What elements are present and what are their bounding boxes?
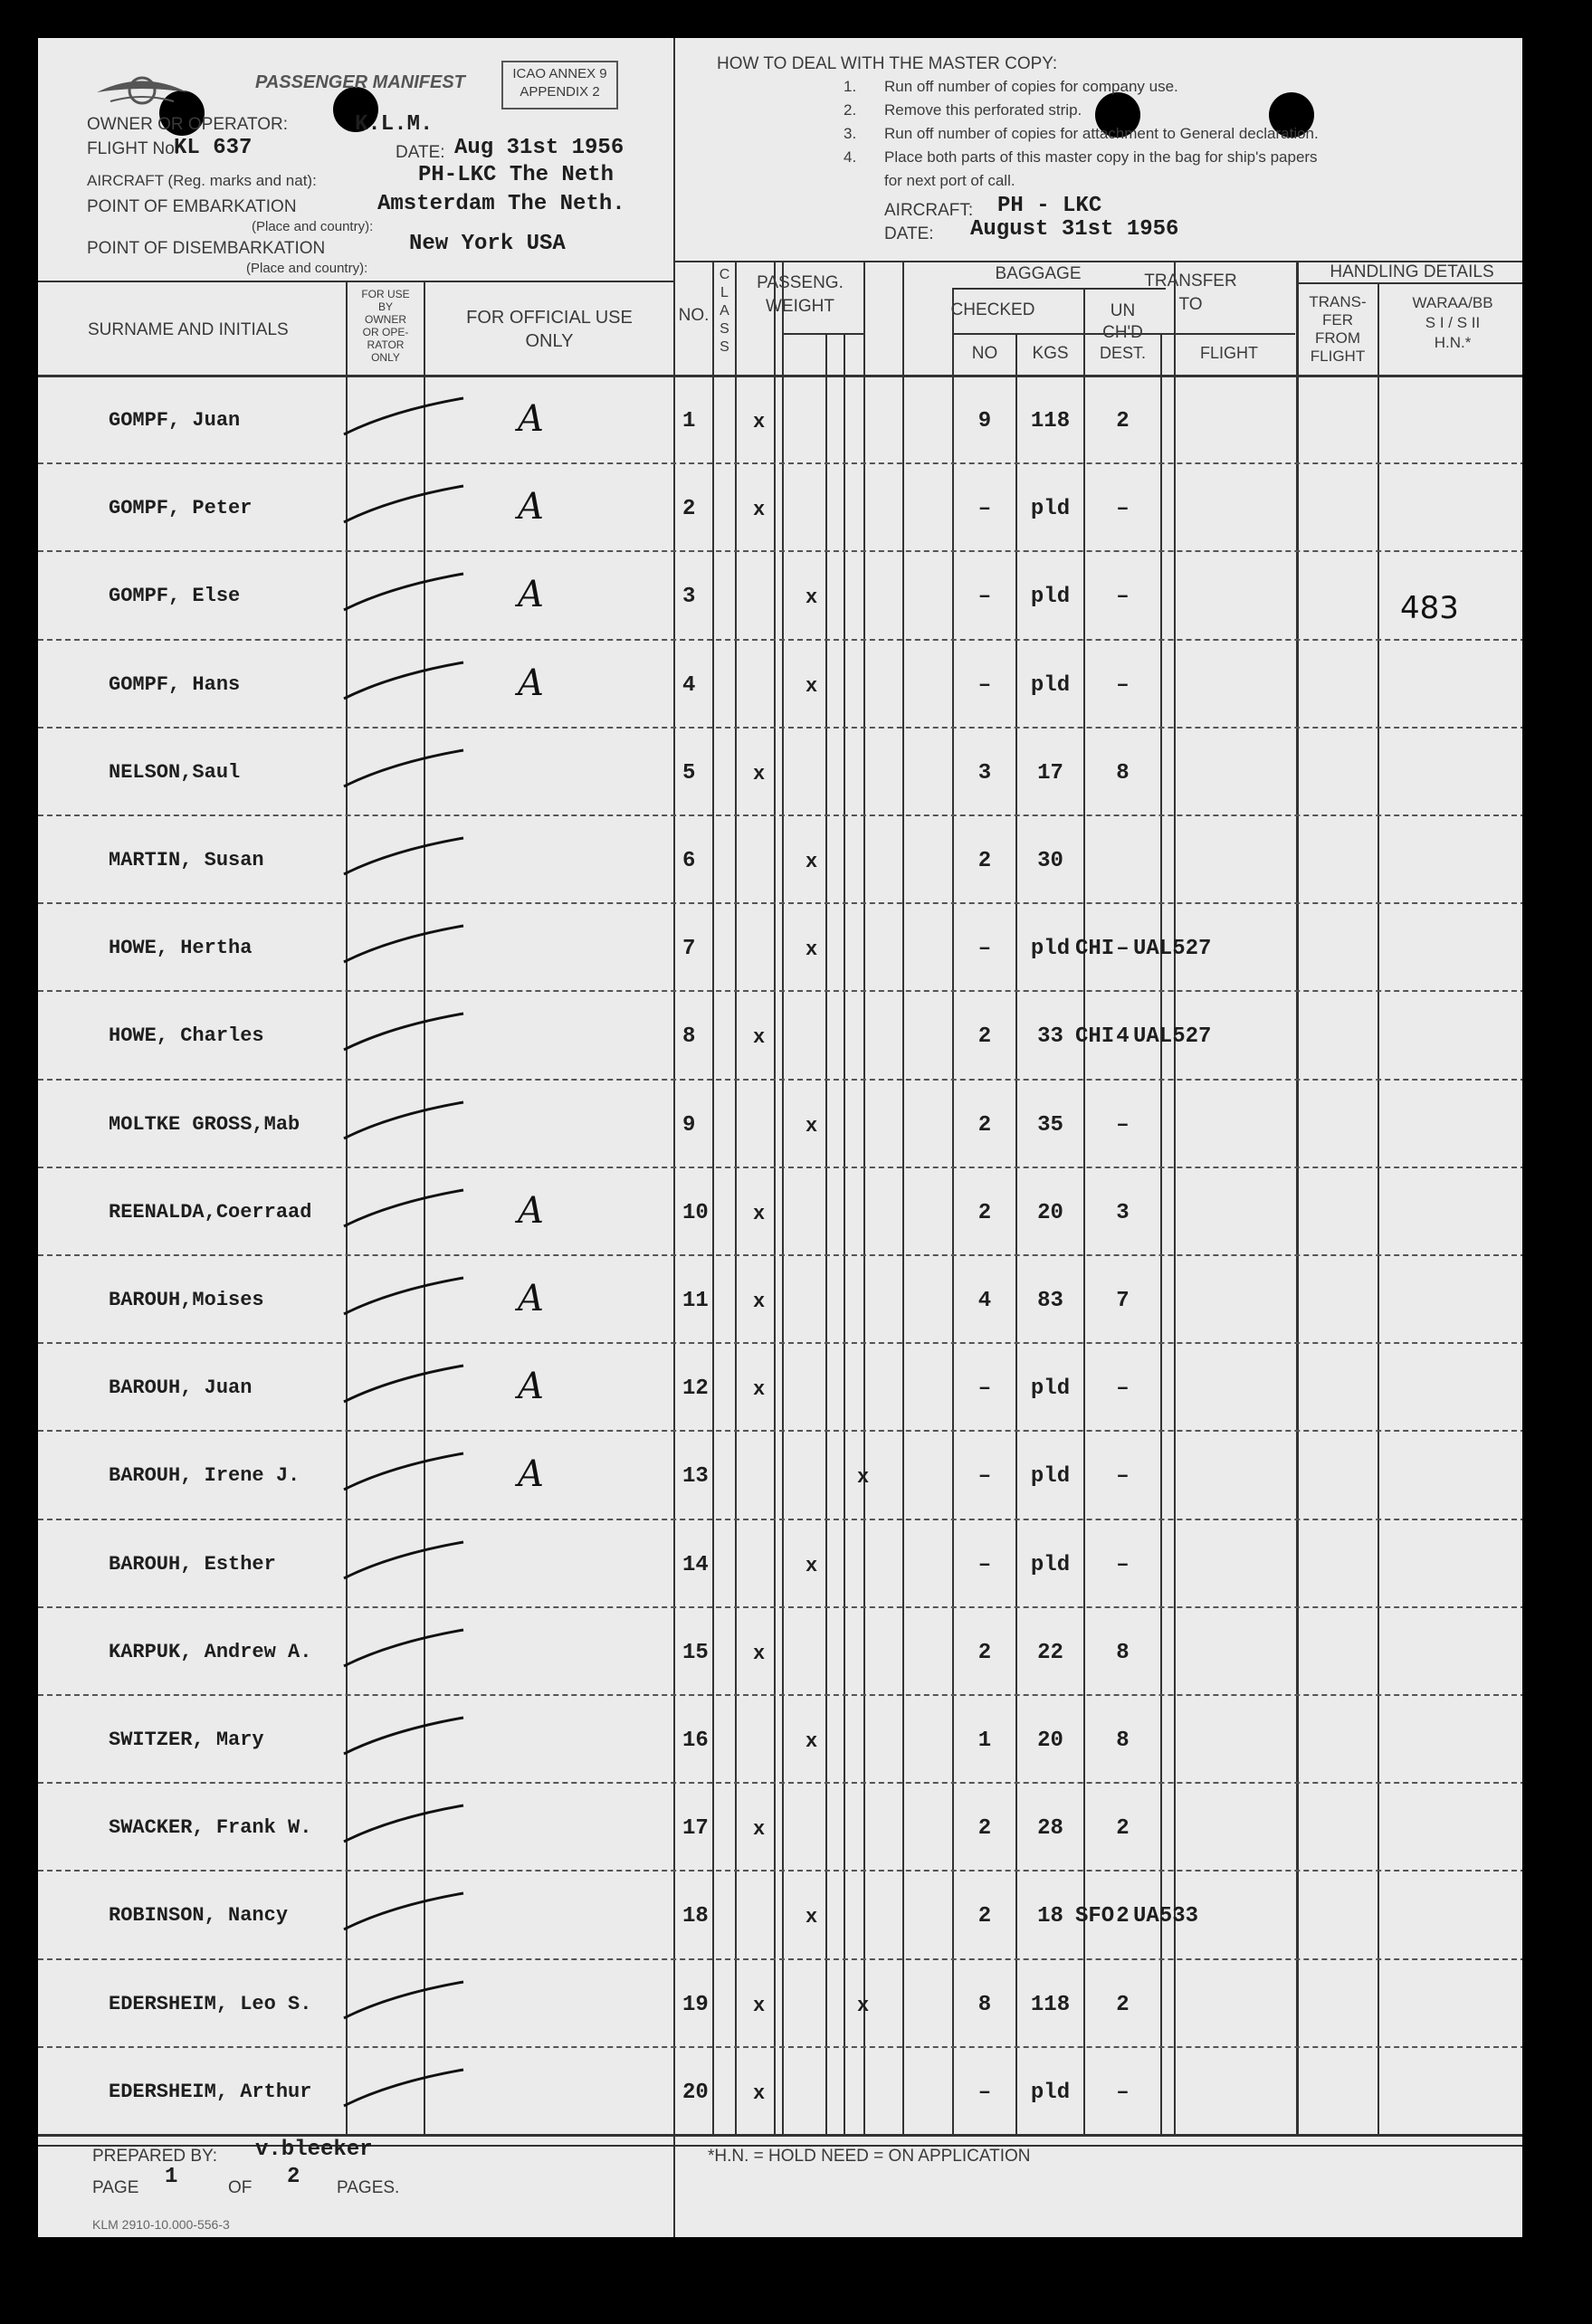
- instruction-item: Remove this perforated strip.: [884, 101, 1082, 119]
- weight-mark: x: [753, 1026, 766, 1049]
- weight-mark: x: [857, 1466, 870, 1489]
- transfer-flight: UAL527: [1133, 1024, 1212, 1049]
- row-separator: [38, 2046, 1522, 2048]
- row-separator: [38, 1342, 1522, 1344]
- passenger-number: 6: [682, 849, 696, 873]
- transfer-dest: SFO: [1075, 1904, 1115, 1929]
- check-stroke-icon: [337, 836, 472, 881]
- header-divider: [38, 281, 673, 282]
- icao-annex: ICAO ANNEX 9: [512, 66, 607, 81]
- passenger-name: GOMPF, Hans: [109, 673, 241, 696]
- col-line: [712, 261, 714, 2134]
- check-stroke-icon: [337, 1891, 472, 1937]
- baggage-kgs: 30: [1037, 849, 1063, 873]
- baggage-count: 2: [977, 1113, 992, 1138]
- passenger-name: MOLTKE GROSS,Mab: [109, 1113, 300, 1136]
- baggage-kgs: 83: [1037, 1289, 1063, 1313]
- col-line: [774, 261, 776, 2134]
- col-baggage-header: BAGGAGE: [995, 264, 1082, 283]
- row-separator: [38, 902, 1522, 904]
- passenger-number: 4: [682, 673, 696, 698]
- baggage-count: 2: [977, 1024, 992, 1049]
- manifest-page: [38, 38, 1522, 2237]
- col-dest-header: DEST.: [1099, 344, 1146, 362]
- check-stroke-icon: [337, 748, 472, 794]
- passenger-number: 12: [682, 1376, 709, 1401]
- unchecked-count: –: [1116, 937, 1130, 961]
- passenger-name: GOMPF, Juan: [109, 409, 241, 432]
- unchecked-count: –: [1116, 1376, 1130, 1401]
- check-stroke-icon: [337, 484, 472, 529]
- page-value: 1: [165, 2165, 178, 2189]
- weight-mark: x: [806, 1555, 818, 1577]
- passenger-name: BAROUH,Moises: [109, 1289, 264, 1311]
- instruction-number: 1.: [844, 78, 857, 95]
- instruction-number: 4.: [844, 148, 857, 166]
- instruction-number: 3.: [844, 125, 857, 142]
- col-line: [1174, 261, 1176, 2134]
- passenger-number: 5: [682, 761, 696, 786]
- airline-logo-icon: [92, 65, 192, 119]
- baggage-count: –: [977, 1553, 992, 1577]
- passenger-name: KARPUK, Andrew A.: [109, 1641, 312, 1663]
- row-separator: [38, 990, 1522, 992]
- weight-mark: x: [753, 763, 766, 786]
- row-separator: [38, 1606, 1522, 1608]
- baggage-kgs: 18: [1037, 1904, 1063, 1929]
- instructions-date-label: DATE:: [884, 224, 934, 243]
- passenger-number: 20: [682, 2081, 709, 2105]
- instructions-title: HOW TO DEAL WITH THE MASTER COPY:: [717, 54, 1058, 73]
- aircraft-value: PH-LKC The Neth: [418, 163, 615, 187]
- flight-value: KL 637: [174, 136, 253, 160]
- passenger-number: 10: [682, 1201, 709, 1225]
- passenger-number: 14: [682, 1553, 709, 1577]
- weight-mark: x: [806, 586, 818, 609]
- col-owner-use-header: FOR USE BY OWNER OR OPE- RATOR ONLY: [361, 288, 410, 364]
- passenger-number: 11: [682, 1289, 709, 1313]
- unchecked-count: –: [1116, 2081, 1130, 2105]
- col-line: [735, 261, 737, 2134]
- baggage-count: 2: [977, 1816, 992, 1841]
- official-mark: A: [518, 486, 544, 528]
- perforation-line: [673, 38, 675, 2237]
- place-country-label: (Place and country):: [252, 219, 374, 234]
- instruction-item: Run off number of copies for attachment to General declaration.: [884, 125, 1319, 142]
- check-stroke-icon: [337, 924, 472, 969]
- weight-mark: x: [753, 1291, 766, 1313]
- baggage-count: –: [977, 585, 992, 609]
- passenger-number: 7: [682, 937, 696, 961]
- col-line: [825, 333, 827, 2134]
- row-separator: [38, 1519, 1522, 1520]
- passenger-name: ROBINSON, Nancy: [109, 1904, 289, 1927]
- passenger-name: NELSON,Saul: [109, 761, 241, 784]
- row-separator: [38, 727, 1522, 729]
- weight-mark: x: [753, 1378, 766, 1401]
- col-line: [863, 261, 865, 2134]
- check-stroke-icon: [337, 1804, 472, 1849]
- weight-mark: x: [806, 851, 818, 873]
- passenger-name: BAROUH, Juan: [109, 1376, 253, 1399]
- baggage-count: –: [977, 673, 992, 698]
- weight-mark: x: [753, 499, 766, 521]
- row-separator: [38, 550, 1522, 552]
- passenger-name: BAROUH, Irene J.: [109, 1464, 300, 1487]
- form-code: KLM 2910-10.000-556-3: [92, 2217, 230, 2232]
- check-stroke-icon: [337, 1452, 472, 1497]
- instructions-aircraft-value: PH - LKC: [997, 194, 1102, 218]
- weight-mark: x: [753, 411, 766, 433]
- unchecked-count: 2: [1116, 409, 1130, 433]
- col-line: [1160, 333, 1162, 2134]
- passenger-number: 18: [682, 1904, 709, 1929]
- passenger-name: EDERSHEIM, Leo S.: [109, 1993, 312, 2015]
- weight-mark: x: [806, 1730, 818, 1753]
- passenger-name: EDERSHEIM, Arthur: [109, 2081, 312, 2103]
- row-separator: [38, 639, 1522, 641]
- row-separator: [38, 1958, 1522, 1960]
- col-transfer-header: TRANSFER TO: [1144, 271, 1237, 314]
- check-stroke-icon: [337, 1364, 472, 1409]
- baggage-kgs: 33: [1037, 1024, 1063, 1049]
- col-kgs-header: KGS: [1032, 344, 1069, 363]
- weight-mark: x: [806, 1115, 818, 1138]
- baggage-count: 4: [977, 1289, 992, 1313]
- baggage-kgs: 22: [1037, 1641, 1063, 1665]
- unchecked-count: 2: [1116, 1993, 1130, 2017]
- baggage-count: 9: [977, 409, 992, 433]
- row-separator: [38, 1254, 1522, 1256]
- baggage-kgs: pld: [1030, 1376, 1071, 1401]
- passenger-number: 8: [682, 1024, 696, 1049]
- row-separator: [38, 1079, 1522, 1081]
- unchecked-count: –: [1116, 1553, 1130, 1577]
- weight-mark: x: [753, 1818, 766, 1841]
- instruction-number: 2.: [844, 101, 857, 119]
- unchecked-count: 7: [1116, 1289, 1130, 1313]
- baggage-count: 1: [977, 1729, 992, 1753]
- check-stroke-icon: [337, 1628, 472, 1673]
- owner-label: OWNER OR OPERATOR:: [87, 115, 289, 134]
- baggage-kgs: pld: [1030, 1464, 1071, 1489]
- passenger-number: 17: [682, 1816, 709, 1841]
- baggage-count: 2: [977, 1641, 992, 1665]
- table-bottom: [38, 2134, 1522, 2137]
- unchecked-count: –: [1116, 673, 1130, 698]
- baggage-count: 2: [977, 849, 992, 873]
- passenger-name: SWACKER, Frank W.: [109, 1816, 312, 1839]
- passenger-name: HOWE, Hertha: [109, 937, 253, 959]
- unchecked-count: –: [1116, 585, 1130, 609]
- official-mark: A: [518, 1453, 544, 1495]
- baggage-count: 2: [977, 1201, 992, 1225]
- column-header-bottom: [38, 375, 1522, 377]
- baggage-kgs: 118: [1030, 409, 1071, 433]
- col-flight-header: FLIGHT: [1199, 344, 1258, 362]
- flight-label: FLIGHT No.: [87, 139, 180, 158]
- subheader-line: [782, 333, 863, 335]
- row-separator: [38, 462, 1522, 464]
- col-class-header: C L A S S: [719, 267, 730, 355]
- row-separator: [38, 1694, 1522, 1696]
- baggage-count: –: [977, 1464, 992, 1489]
- passenger-name: REENALDA,Coerraad: [109, 1201, 312, 1224]
- icao-appendix: APPENDIX 2: [520, 84, 600, 100]
- transfer-dest: CHI: [1075, 1024, 1115, 1049]
- col-line: [1296, 261, 1299, 2134]
- weight-mark: x: [753, 1203, 766, 1225]
- pages-label: PAGES.: [337, 2178, 400, 2197]
- baggage-count: –: [977, 1376, 992, 1401]
- instructions-aircraft-label: AIRCRAFT:: [884, 201, 974, 220]
- prepared-by-label: PREPARED BY:: [92, 2147, 217, 2166]
- check-stroke-icon: [337, 1188, 472, 1233]
- embarkation-label: POINT OF EMBARKATION: [87, 197, 297, 216]
- passenger-number: 15: [682, 1641, 709, 1665]
- official-mark: A: [518, 1190, 544, 1232]
- instructions-date-value: August 31st 1956: [970, 217, 1179, 242]
- transfer-flight: UA533: [1133, 1904, 1199, 1929]
- passenger-name: HOWE, Charles: [109, 1024, 264, 1047]
- row-separator: [38, 1167, 1522, 1168]
- baggage-count: 8: [977, 1993, 992, 2017]
- handling-annotation: 483: [1400, 590, 1459, 626]
- instruction-item: for next port of call.: [884, 172, 1015, 189]
- row-separator: [38, 814, 1522, 816]
- check-stroke-icon: [337, 572, 472, 617]
- col-surname-header: SURNAME AND INITIALS: [88, 320, 289, 339]
- official-mark: A: [518, 1278, 544, 1319]
- col-waraa-header: WARAA/BB S I / S II H.N.*: [1412, 294, 1493, 351]
- row-separator: [38, 1870, 1522, 1872]
- passenger-number: 19: [682, 1993, 709, 2017]
- check-stroke-icon: [337, 1540, 472, 1586]
- subheader-line: [1296, 282, 1522, 284]
- col-checked-header: CHECKED: [950, 300, 1035, 319]
- unchecked-count: –: [1116, 497, 1130, 521]
- col-line: [1378, 282, 1379, 2134]
- weight-mark: x: [806, 938, 818, 961]
- baggage-count: 2: [977, 1904, 992, 1929]
- passenger-name: MARTIN, Susan: [109, 849, 264, 872]
- baggage-kgs: pld: [1030, 1553, 1071, 1577]
- weight-mark: x: [806, 1906, 818, 1929]
- date-value: Aug 31st 1956: [454, 136, 624, 160]
- baggage-count: –: [977, 497, 992, 521]
- baggage-kgs: pld: [1030, 585, 1071, 609]
- of-label: OF: [228, 2178, 253, 2197]
- unchecked-count: 8: [1116, 1641, 1130, 1665]
- embarkation-value: Amsterdam The Neth.: [377, 192, 625, 216]
- weight-mark: x: [753, 1995, 766, 2017]
- instruction-item: Place both parts of this master copy in the bag for ship's papers: [884, 148, 1318, 166]
- col-no-header: NO.: [678, 306, 710, 325]
- official-mark: A: [518, 1366, 544, 1407]
- baggage-kgs: 118: [1030, 1993, 1071, 2017]
- passenger-name: SWITZER, Mary: [109, 1729, 264, 1751]
- prepared-by-value: v.bleeker: [255, 2138, 373, 2162]
- baggage-kgs: 28: [1037, 1816, 1063, 1841]
- col-official-header: FOR OFFICIAL USE ONLY: [466, 308, 633, 351]
- check-stroke-icon: [337, 1276, 472, 1321]
- col-line: [844, 333, 845, 2134]
- passenger-number: 3: [682, 585, 696, 609]
- unchecked-count: 3: [1116, 1201, 1130, 1225]
- page-label: PAGE: [92, 2178, 139, 2197]
- form-title: PASSENGER MANIFEST: [255, 72, 465, 92]
- unchecked-count: –: [1116, 1113, 1130, 1138]
- passenger-number: 9: [682, 1113, 696, 1138]
- passenger-number: 16: [682, 1729, 709, 1753]
- check-stroke-icon: [337, 396, 472, 442]
- check-stroke-icon: [337, 2068, 472, 2113]
- row-separator: [38, 1430, 1522, 1432]
- baggage-kgs: 17: [1037, 761, 1063, 786]
- unchecked-count: 8: [1116, 1729, 1130, 1753]
- weight-mark: x: [753, 2082, 766, 2105]
- of-value: 2: [287, 2165, 300, 2189]
- disembarkation-value: New York USA: [409, 232, 566, 256]
- official-mark: A: [518, 662, 544, 704]
- col-bag-no-header: NO: [971, 344, 998, 363]
- unchecked-count: 2: [1116, 1904, 1130, 1929]
- passenger-number: 1: [682, 409, 696, 433]
- baggage-kgs: pld: [1030, 937, 1071, 961]
- baggage-count: 3: [977, 761, 992, 786]
- check-stroke-icon: [337, 1716, 472, 1761]
- passenger-name: GOMPF, Peter: [109, 497, 253, 519]
- weight-mark: x: [753, 1643, 766, 1665]
- official-mark: A: [518, 574, 544, 615]
- baggage-kgs: 20: [1037, 1729, 1063, 1753]
- place-country-label: (Place and country):: [246, 261, 368, 276]
- icao-box: [501, 61, 618, 110]
- date-label: DATE:: [396, 143, 445, 162]
- baggage-kgs: 20: [1037, 1201, 1063, 1225]
- official-mark: A: [518, 398, 544, 440]
- row-separator: [38, 1782, 1522, 1784]
- baggage-count: –: [977, 937, 992, 961]
- col-handling-header: HANDLING DETAILS: [1330, 262, 1494, 281]
- unchecked-count: 8: [1116, 761, 1130, 786]
- passenger-name: BAROUH, Esther: [109, 1553, 276, 1576]
- check-stroke-icon: [337, 1100, 472, 1146]
- owner-value: K.L.M.: [355, 112, 434, 137]
- unchecked-count: 4: [1116, 1024, 1130, 1049]
- check-stroke-icon: [337, 1980, 472, 2025]
- footnote: *H.N. = HOLD NEED = ON APPLICATION: [708, 2147, 1031, 2166]
- weight-mark: x: [857, 1995, 870, 2017]
- col-transfer-from-header: TRANS- FER FROM FLIGHT: [1309, 293, 1367, 365]
- unchecked-count: –: [1116, 1464, 1130, 1489]
- col-unchd-header: UN CH'D: [1102, 301, 1143, 342]
- baggage-kgs: pld: [1030, 673, 1071, 698]
- baggage-count: –: [977, 2081, 992, 2105]
- col-passeng-weight-header: PASSENG. WEIGHT: [757, 273, 844, 316]
- baggage-kgs: 35: [1037, 1113, 1063, 1138]
- aircraft-label: AIRCRAFT (Reg. marks and nat):: [87, 172, 317, 189]
- passenger-number: 13: [682, 1464, 709, 1489]
- unchecked-count: 2: [1116, 1816, 1130, 1841]
- baggage-kgs: pld: [1030, 497, 1071, 521]
- passenger-number: 2: [682, 497, 696, 521]
- passenger-name: GOMPF, Else: [109, 585, 241, 607]
- instruction-item: Run off number of copies for company use.: [884, 78, 1178, 95]
- weight-mark: x: [806, 675, 818, 698]
- col-line: [902, 261, 904, 2134]
- transfer-flight: UAL527: [1133, 937, 1212, 961]
- check-stroke-icon: [337, 1012, 472, 1057]
- transfer-dest: CHI: [1075, 937, 1115, 961]
- baggage-kgs: pld: [1030, 2081, 1071, 2105]
- disembarkation-label: POINT OF DISEMBARKATION: [87, 239, 326, 258]
- col-line: [782, 261, 784, 2134]
- check-stroke-icon: [337, 661, 472, 706]
